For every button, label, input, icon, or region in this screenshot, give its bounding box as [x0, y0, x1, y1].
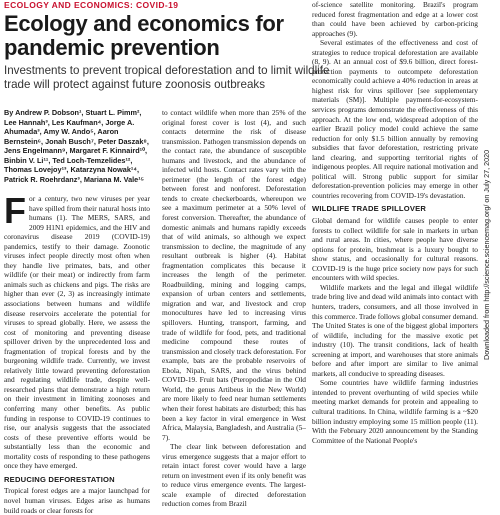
col3-paragraph-0: of-science satellite monitoring. Brazil's program reduced forest fragmentation and edge at a lower cost than could have been achieved by carbon-pricing approaches (9).	[312, 0, 478, 38]
col3-paragraph-3: Wildlife markets and the legal and illegal wildlife trade bring live and dead wild animals into contact with hunters, traders, consumers, and all those involved in this commerce. Trade follows global consumer demand. The United States is one of the biggest global importers of wildlife, including for the massive exotic pet industry (10). The transit conditions, lack of health screening at import, and warehouses that store animals before and after import are similar to live animal markets, all conducive to spreading diseases.	[312, 282, 478, 378]
subhead-wildlife-trade: WILDLIFE TRADE SPILLOVER	[312, 204, 427, 214]
col3-paragraph-1: Several estimates of the effectiveness and cost of strategies to reduce tropical deforestation are available (8, 9). At an annual cost of $9.6 billion, direct forest-protection payments to outcompete deforestation economically could achieve a 40% reduction in areas at highest risk for virus spillover [see supplementary materials (SM)]. Multiple payment-for-ecosystem-services programs demonstrate the effectiveness of this approach. At the low end, widespread adoption of the earlier Brazil policy model could achieve the same reduction for only $1.5 billion annually by removing subsidies that favor deforestation, restricting private land clearing, and supporting territorial rights of indigenous peoples. All require national motivation and political will. Strong public support for similar deforestation-prevention policies may emerge in other countries recovering from COVID-19's devastation.	[312, 38, 478, 200]
article-deck: Investments to prevent tropical deforestation and to limit wildlife trade will protect against future zoonosis outbreaks	[4, 64, 330, 91]
subhead-reducing-deforestation: REDUCING DEFORESTATION	[4, 474, 115, 484]
drop-cap: F	[4, 190, 26, 231]
section-tag: ECOLOGY AND ECONOMICS: COVID-19	[4, 0, 179, 10]
col2-paragraph-2: The clear link between deforestation and virus emergence suggests that a major effort to retain intact forest cover would have a large return on investment even if its only benefit was to reduce virus emergence events. The largest-scale example of directed deforestation reduction comes from Brazil	[162, 442, 306, 509]
col2-paragraph-1: to contact wildlife when more than 25% of the original forest cover is lost (4), and such contacts determine the risk of disease transmission. Pathogen transmission depends on the contact rate, the abundance of susceptible humans and livestock, and the abundance of infected wild hosts. Contact rates vary with the perimeter (the length of the forest edge) between forest and nonforest. Deforestation tends to create checkerboards, whereupon we see a maximum perimeter at a 50% level of forest conversion. Thereafter, the abundance of domestic animals and humans rapidly exceeds that of wild animals, so although we expect transmission to decline, the magnitude of any resultant outbreak is higher (4). Habitat fragmentation complicates this because it increases the length of the perimeter. Roadbuilding, mining and logging camps, expansion of urban centers and settlements, migration and war, and livestock and crop monocultures have led to increasing virus spillovers. Hunting, transport, farming, and trade of wildlife for food, pets, and traditional medicine compound these routes of transmission and closely track deforestation. For example, bats are the probable reservoirs of Ebola, Nipah, SARS, and the virus behind COVID-19. Fruit bats (Pteropodidae in the Old World, the genus Artibeus in the New World) are more likely to feed near human settlements when their forest habitats are disturbed; this has been a key factor in viral emergence in West Africa, Malaysia, Bangladesh, and Australia (5–7).	[162, 108, 306, 442]
intro-paragraph	[4, 190, 150, 471]
deforestation-paragraph: Tropical forest edges are a major launchpad for novel human viruses. Edges arise as humans build roads or clear forests for	[4, 486, 150, 515]
col3-paragraph-2: Global demand for wildlife causes people to enter forests to collect wildlife for sale in markets in urban and rural areas. In cities, where people have diverse options for protein, bushmeat is a luxury bought to show status, and occasionally for cultural reasons. COVID-19 is the huge price society now pays for such encounters with wild species.	[312, 216, 478, 283]
col3-paragraph-4: Some countries have wildlife farming industries intended to prevent overhunting of wild species while meeting market demands for protein and appealing to cultural traditions. In China, wildlife farming is a ~$20 billion industry employing some 15 million people (11). With the February 2020 announcement by the Standing Committee of the National People's	[312, 378, 479, 445]
article-title: Ecology and economics for pandemic prevention	[4, 11, 284, 60]
intro-text: or a century, two new viruses per year have spilled from their natural hosts into humans (1). The MERS, SARS, and 2009 H1N1 epidemics, and the HIV and coronavirus disease 2019 (COVID-19) pandemics, testify to their damage. Zoonotic viruses infect people directly most often when they handle live primates, bats, and other wildlife (or their meat) or indirectly from farm animals such as chickens and pigs. The risks are higher than ever (2, 3) as increasingly intimate associations between humans and wildlife disease reservoirs accelerate the potential for viruses to spread globally. Here, we assess the cost of monitoring and preventing disease spillover driven by the unprecedented loss and fragmentation of tropical forests and by the burgeoning wildlife trade. Currently, we invest relatively little toward preventing deforestation and regulating wildlife trade, despite well-researched plans that demonstrate a high return on their investment in limiting zoonoses and conferring many other benefits. As public funding in response to COVID-19 continues to rise, our analysis suggests that the associated costs of these preventive efforts would be substantially less than the economic and mortality costs of responding to these pathogens once they have emerged.	[4, 194, 150, 471]
author-byline: By Andrew P. Dobson¹, Stuart L. Pimm², Lee Hannah³, Les Kaufman⁴, Jorge A. Ahumada³, Amy W. Ando⁵, Aaron Bernstein⁶, Jonah Busch⁷, Peter Daszak⁸, Jens Engelmann⁹, Margaret F. Kinnaird¹⁰, Binbin V. Li¹¹, Ted Loch-Temzelides¹², Thomas Lovejoy¹³, Katarzyna Nowak¹⁴, Patrick R. Roehrdanz³, Mariana M. Vale¹⁵	[4, 108, 149, 184]
download-sidebar-note: Downloaded from http://science.sciencemag.org/ on July 27, 2020	[482, 149, 491, 360]
column-2	[162, 108, 306, 509]
column-1	[4, 108, 150, 515]
column-3	[312, 0, 478, 445]
